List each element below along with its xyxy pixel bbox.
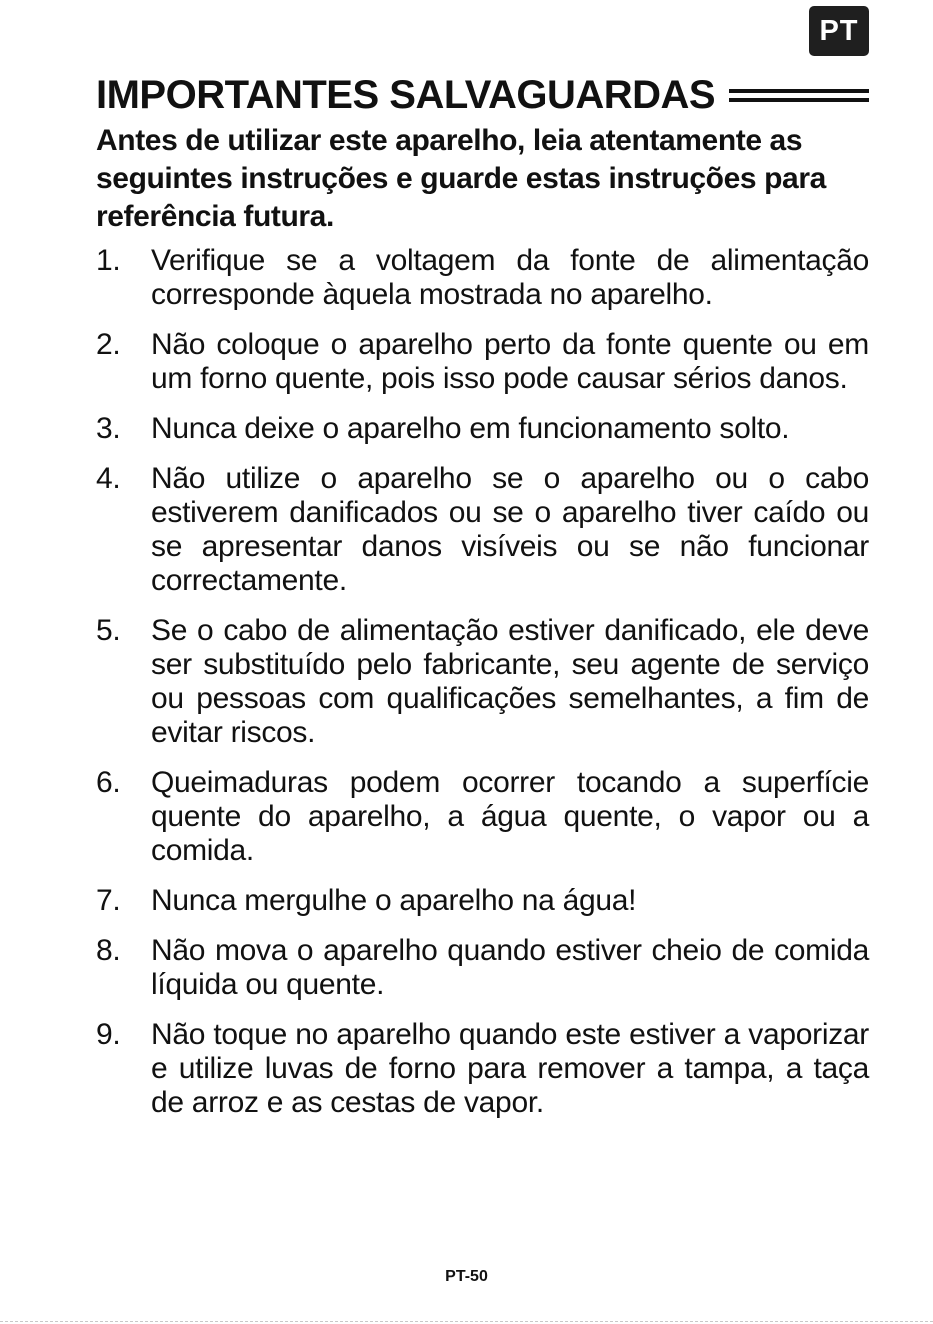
language-badge: PT bbox=[809, 6, 869, 56]
list-item bbox=[96, 614, 869, 750]
list-item bbox=[96, 1018, 869, 1120]
safeguards-list bbox=[96, 244, 869, 1136]
list-item bbox=[96, 244, 869, 312]
item-number: 5. bbox=[96, 614, 121, 647]
item-text: Queimaduras podem ocorrer tocando a superfície quente do aparelho, a água quente, o vapor ou a comida. bbox=[151, 766, 869, 867]
item-text: Se o cabo de alimentação estiver danificado, ele deve ser substituído pelo fabricante, seu agente de serviço ou pessoas com qualificações semelhantes, a fim de evitar riscos. bbox=[151, 614, 869, 749]
item-text: Não mova o aparelho quando estiver cheio de comida líquida ou quente. bbox=[151, 934, 869, 1001]
list-item bbox=[96, 412, 869, 446]
item-text: Não toque no aparelho quando este estiver a vaporizar e utilize luvas de forno para remover a tampa, a taça de arroz e as cestas de vapor. bbox=[151, 1018, 869, 1119]
intro-text: Antes de utilizar este aparelho, leia atentamente as seguintes instruções e guarde estas instruções para referência futura. bbox=[96, 124, 826, 233]
item-number: 7. bbox=[96, 884, 121, 917]
item-text: Nunca deixe o aparelho em funcionamento solto. bbox=[151, 412, 790, 445]
item-text: Nunca mergulhe o aparelho na água! bbox=[151, 884, 637, 917]
list-item bbox=[96, 884, 869, 918]
title-row bbox=[96, 70, 869, 120]
item-number: 9. bbox=[96, 1018, 121, 1051]
item-number: 1. bbox=[96, 244, 121, 277]
list-item bbox=[96, 934, 869, 1002]
list-item bbox=[96, 766, 869, 868]
page-bottom-rule bbox=[0, 1321, 933, 1322]
item-text: Não coloque o aparelho perto da fonte quente ou em um forno quente, pois isso pode causar sérios danos. bbox=[151, 328, 869, 395]
item-number: 6. bbox=[96, 766, 121, 799]
list-item bbox=[96, 328, 869, 396]
item-number: 3. bbox=[96, 412, 121, 445]
item-number: 4. bbox=[96, 462, 121, 495]
item-text: Não utilize o aparelho se o aparelho ou o cabo estiverem danificados ou se o aparelho tiver caído ou se apresentar danos visíveis ou se não funcionar correctamente. bbox=[151, 462, 869, 597]
title-double-rule bbox=[729, 87, 869, 103]
item-number: 2. bbox=[96, 328, 121, 361]
list-item bbox=[96, 462, 869, 598]
page-title: IMPORTANTES SALVAGUARDAS bbox=[96, 73, 716, 117]
page-number: PT-50 bbox=[445, 1268, 488, 1285]
item-number: 8. bbox=[96, 934, 121, 967]
item-text: Verifique se a voltagem da fonte de alimentação corresponde àquela mostrada no aparelho. bbox=[151, 244, 869, 311]
